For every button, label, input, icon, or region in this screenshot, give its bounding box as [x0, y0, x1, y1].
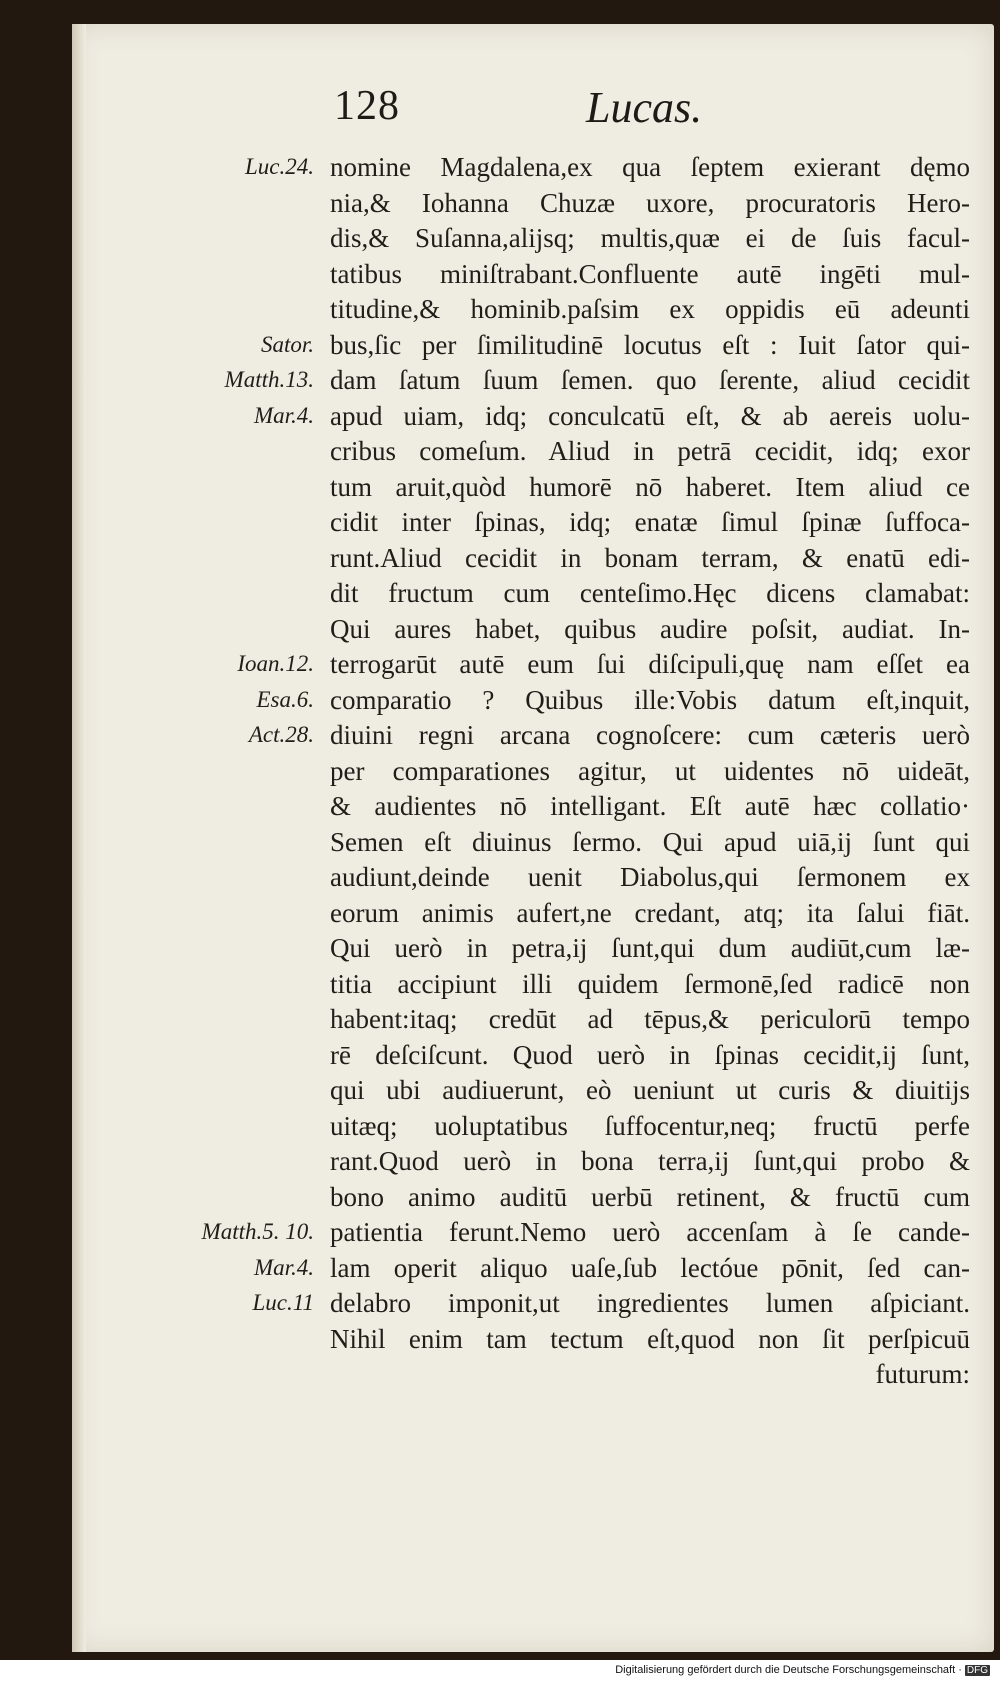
text-line: cidit inter ſpinas, idq; enatæ ſimul ſpinæ ſuffoca- — [330, 507, 970, 537]
text-line: apud uiam, idq; conculcatū eſt, & ab aereis uolu- — [330, 400, 970, 431]
text-line: lam operit aliquo uaſe,ſub lectóue pōnit, ſed can- — [330, 1252, 970, 1283]
body-text — [330, 150, 970, 1393]
text-line: cribus comeſum. Aliud in petrā cecidit, idq; exor — [330, 436, 970, 466]
margin-reference: Matth.13. — [224, 367, 314, 392]
text-line: eorum animis aufert,ne credant, atq; ita ſalui fiāt. — [330, 897, 970, 928]
margin-reference: Sator. — [260, 331, 314, 357]
margin-reference: Act.28. — [248, 722, 314, 747]
text-line: audiunt,deinde uenit Diabolus,qui ſermonem ex — [330, 862, 970, 892]
text-line: rant.Quod uerò in bona terra,ij ſunt,qui probo & — [330, 1146, 970, 1176]
text-line: Semen eſt diuinus ſermo. Qui apud uiā,ij ſunt qui — [330, 826, 970, 857]
text-line: nia,& Iohanna Chuzæ uxore, procuratoris Hero- — [330, 187, 970, 218]
page-number: 128 — [334, 83, 400, 129]
text-line: delabro imponit,ut ingredientes lumen aſpiciant. — [330, 1288, 970, 1318]
text-line: dam ſatum ſuum ſemen. quo ſerente, aliud cecidit — [330, 365, 970, 395]
text-line: tum aruit,quòd humorē nō haberet. Item aliud ce — [330, 471, 970, 502]
text-line: nomine Magdalena,ex qua ſeptem exierant dęmo — [330, 152, 970, 182]
text-line: titudine,& hominib.paſsim ex oppidis eū adeunti — [330, 294, 970, 324]
margin-reference: Mar.4. — [253, 402, 314, 428]
text-line: diuini regni arcana cognoſcere: cum cæteris uerò — [330, 720, 970, 750]
margin-reference: Luc.11 — [252, 1290, 314, 1315]
margin-reference: Ioan.12. — [237, 651, 314, 676]
text-line: Qui uerò in petra,ij ſunt,qui dum audiūt,cum læ- — [330, 933, 970, 963]
text-line: tatibus miniſtrabant.Confluente autē ingēti mul- — [330, 258, 970, 289]
text-line: bono animo auditū uerbū retinent, & fructū cum — [330, 1181, 970, 1212]
text-line: dit fructum cum centeſimo.Hęc dicens clamabat: — [330, 578, 970, 608]
text-line: titia accipiunt illi quidem ſermonē,ſed radicē non — [330, 968, 970, 999]
text-line: uitæq; uoluptatibus ſuffocentur,neq; fructū perfe — [330, 1110, 970, 1141]
text-line: bus,ſic per ſimilitudinē locutus eſt : Iuit ſator qui- — [330, 329, 970, 360]
margin-reference: Mar.4. — [253, 1254, 314, 1280]
margin-reference: Luc.24. — [245, 154, 314, 179]
credit-text: Digitalisierung gefördert durch die Deutsche Forschungsgemeinschaft · — [615, 1664, 962, 1676]
page-gutter — [72, 24, 86, 1652]
page-header — [326, 82, 966, 142]
text-line: terrogarūt autē eum ſui diſcipuli,quę nam eſſet ea — [330, 649, 970, 679]
text-line: runt.Aliud cecidit in bonam terram, & enatū edi- — [330, 542, 970, 573]
running-head: Lucas. — [586, 83, 703, 132]
text-line: comparatio ? Quibus ille:Vobis datum eſt,inquit, — [330, 684, 970, 715]
text-line: per comparationes agitur, ut uidentes nō uideāt, — [330, 755, 970, 786]
text-line: Qui aures habet, quibus audire poſsit, audiat. In- — [330, 613, 970, 644]
dfg-logo: DFG — [966, 1665, 988, 1676]
margin-reference: Esa.6. — [256, 686, 314, 712]
text-line: patientia ferunt.Nemo uerò accenſam à ſe cande- — [330, 1217, 970, 1247]
text-line: habent:itaq; credūt ad tēpus,& periculorū tempo — [330, 1004, 970, 1034]
digitization-credit — [615, 1664, 990, 1676]
text-line: Nihil enim tam tectum eſt,quod non ſit perſpicuū — [330, 1323, 970, 1354]
text-line: & audientes nō intelligant. Eſt autē hæc collatio· — [330, 791, 970, 821]
text-line: rē deſciſcunt. Quod uerò in ſpinas cecidit,ij ſunt, — [330, 1039, 970, 1070]
text-line: qui ubi audiuerunt, eò ueniunt ut curis & diuitijs — [330, 1075, 970, 1105]
text-line: futurum: — [875, 1359, 970, 1389]
text-line: dis,& Suſanna,alijsq; multis,quæ ei de ſuis facul- — [330, 223, 970, 253]
margin-reference: Matth.5. 10. — [201, 1219, 314, 1244]
